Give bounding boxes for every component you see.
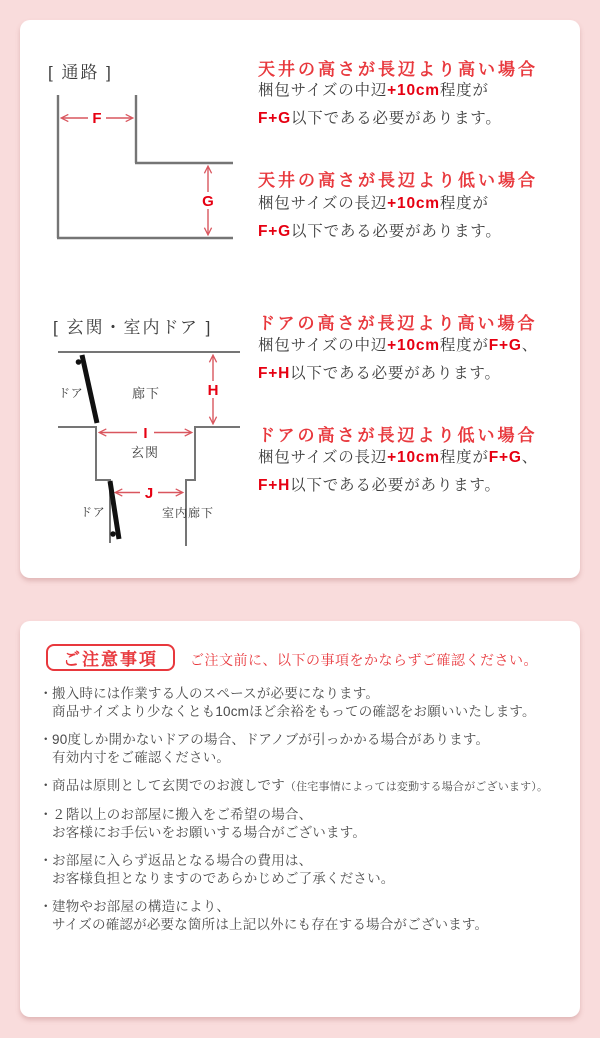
body-accent: +10cm xyxy=(387,449,440,466)
body-text: 、 xyxy=(521,449,539,466)
bullet-icon: ・ xyxy=(39,778,53,793)
indoor-hallway-label: 室内廊下 xyxy=(161,506,215,520)
f-label: F xyxy=(92,110,102,127)
note-line: 建物やお部屋の構造により、 xyxy=(52,899,231,914)
note-item xyxy=(20,806,580,842)
entrance-arrows xyxy=(100,356,213,493)
note-line: お客様にお手伝いをお願いする場合がございます。 xyxy=(52,825,367,840)
body-text: 程度が xyxy=(439,449,489,466)
bullet-icon: ・ xyxy=(39,853,53,868)
note-line: 有効内寸をご確認ください。 xyxy=(52,750,231,765)
body-accent: +10cm xyxy=(387,195,440,212)
entrance-label: 玄関 xyxy=(130,445,160,460)
h-label: H xyxy=(207,382,219,399)
note-line: ２階以上のお部屋に搬入をご希望の場合、 xyxy=(52,807,313,822)
body-text: 以下である必要があります。 xyxy=(290,365,501,382)
body-text: 程度が xyxy=(439,82,489,99)
passage-diagram xyxy=(40,85,250,250)
note-line: 搬入時には作業する人のスペースが必要になります。 xyxy=(52,686,380,701)
passage-walls xyxy=(57,95,233,238)
notes-card xyxy=(20,621,580,1017)
upper-door-label: ドア xyxy=(58,386,84,400)
body-text: 以下である必要があります。 xyxy=(290,223,502,240)
entrance-diagram xyxy=(40,337,250,552)
ceiling-higher-body xyxy=(258,77,502,133)
note-item xyxy=(20,685,580,721)
g-label: G xyxy=(202,193,214,210)
bullet-icon: ・ xyxy=(39,807,53,822)
body-text: 以下である必要があります。 xyxy=(290,110,502,127)
entrance-section-title: [ 玄関・室内ドア ] xyxy=(53,318,213,337)
upper-door-leaf xyxy=(82,355,97,423)
door-lower-heading: ドアの高さが長辺より低い場合 xyxy=(258,426,538,445)
lower-door-knob xyxy=(110,531,116,537)
i-label: I xyxy=(143,425,148,442)
body-line xyxy=(258,332,538,360)
note-line: お客様負担となりますのであらかじめご了承ください。 xyxy=(52,871,395,886)
body-line xyxy=(258,105,502,133)
j-label: J xyxy=(144,485,154,502)
note-text: 商品は原則として玄関でのお渡しです xyxy=(52,778,285,793)
body-line xyxy=(258,472,538,500)
body-line xyxy=(258,444,538,472)
bullet-icon: ・ xyxy=(39,732,53,747)
bullet-icon: ・ xyxy=(39,686,53,701)
door-higher-heading: ドアの高さが長辺より高い場合 xyxy=(258,314,538,333)
ceiling-lower-heading: 天井の高さが長辺より低い場合 xyxy=(258,171,538,190)
body-accent: +10cm xyxy=(387,82,440,99)
body-text: 梱包サイズの中辺 xyxy=(258,337,388,354)
lower-door-leaf xyxy=(110,481,119,539)
body-accent: +10cm xyxy=(387,337,440,354)
body-line xyxy=(258,218,502,246)
hallway-label: 廊下 xyxy=(131,386,161,401)
note-text-small: （住宅事情によっては変動する場合がございます）。 xyxy=(284,781,549,793)
door-lower-body xyxy=(258,444,538,500)
note-line: 商品サイズより少なくとも10cmほど余裕をもっての確認をお願いいたします。 xyxy=(52,704,536,719)
note-line xyxy=(52,777,580,796)
body-accent: F+G xyxy=(258,110,291,127)
ceiling-higher-heading: 天井の高さが長辺より高い場合 xyxy=(258,60,538,79)
body-text: 以下である必要があります。 xyxy=(290,477,501,494)
note-item xyxy=(20,898,580,934)
door-higher-body xyxy=(258,332,538,388)
note-line: お部屋に入らず返品となる場合の費用は、 xyxy=(52,853,313,868)
note-line: サイズの確認が必要な箇所は上記以外にも存在する場合がございます。 xyxy=(52,917,489,932)
body-line xyxy=(258,360,538,388)
note-line: 90度しか開かないドアの場合、ドアノブが引っかかる場合があります。 xyxy=(52,732,490,747)
body-accent: F+G xyxy=(488,337,522,354)
body-line xyxy=(258,77,502,105)
bullet-icon: ・ xyxy=(39,899,53,914)
body-accent: F+G xyxy=(488,449,522,466)
note-item xyxy=(20,777,580,796)
body-line xyxy=(258,190,502,218)
body-text: 程度が xyxy=(439,337,489,354)
body-text: 梱包サイズの中辺 xyxy=(258,82,388,99)
note-item xyxy=(20,852,580,888)
size-guide-card xyxy=(20,20,580,578)
body-text: 、 xyxy=(521,337,539,354)
body-accent: F+H xyxy=(258,365,291,382)
ceiling-lower-body xyxy=(258,190,502,246)
notes-list xyxy=(20,685,580,944)
body-accent: F+G xyxy=(258,223,291,240)
body-text: 梱包サイズの長辺 xyxy=(258,195,388,212)
body-text: 程度が xyxy=(439,195,489,212)
body-text: 梱包サイズの長辺 xyxy=(258,449,388,466)
upper-door-knob xyxy=(76,359,82,365)
note-item xyxy=(20,731,580,767)
notes-badge: ご注意事項 xyxy=(46,644,175,671)
passage-section-title: [ 通路 ] xyxy=(48,63,113,82)
notes-caption: ご注文前に、以下の事項をかならずご確認ください。 xyxy=(190,652,538,668)
lower-door-label: ドア xyxy=(80,505,106,519)
body-accent: F+H xyxy=(258,477,291,494)
